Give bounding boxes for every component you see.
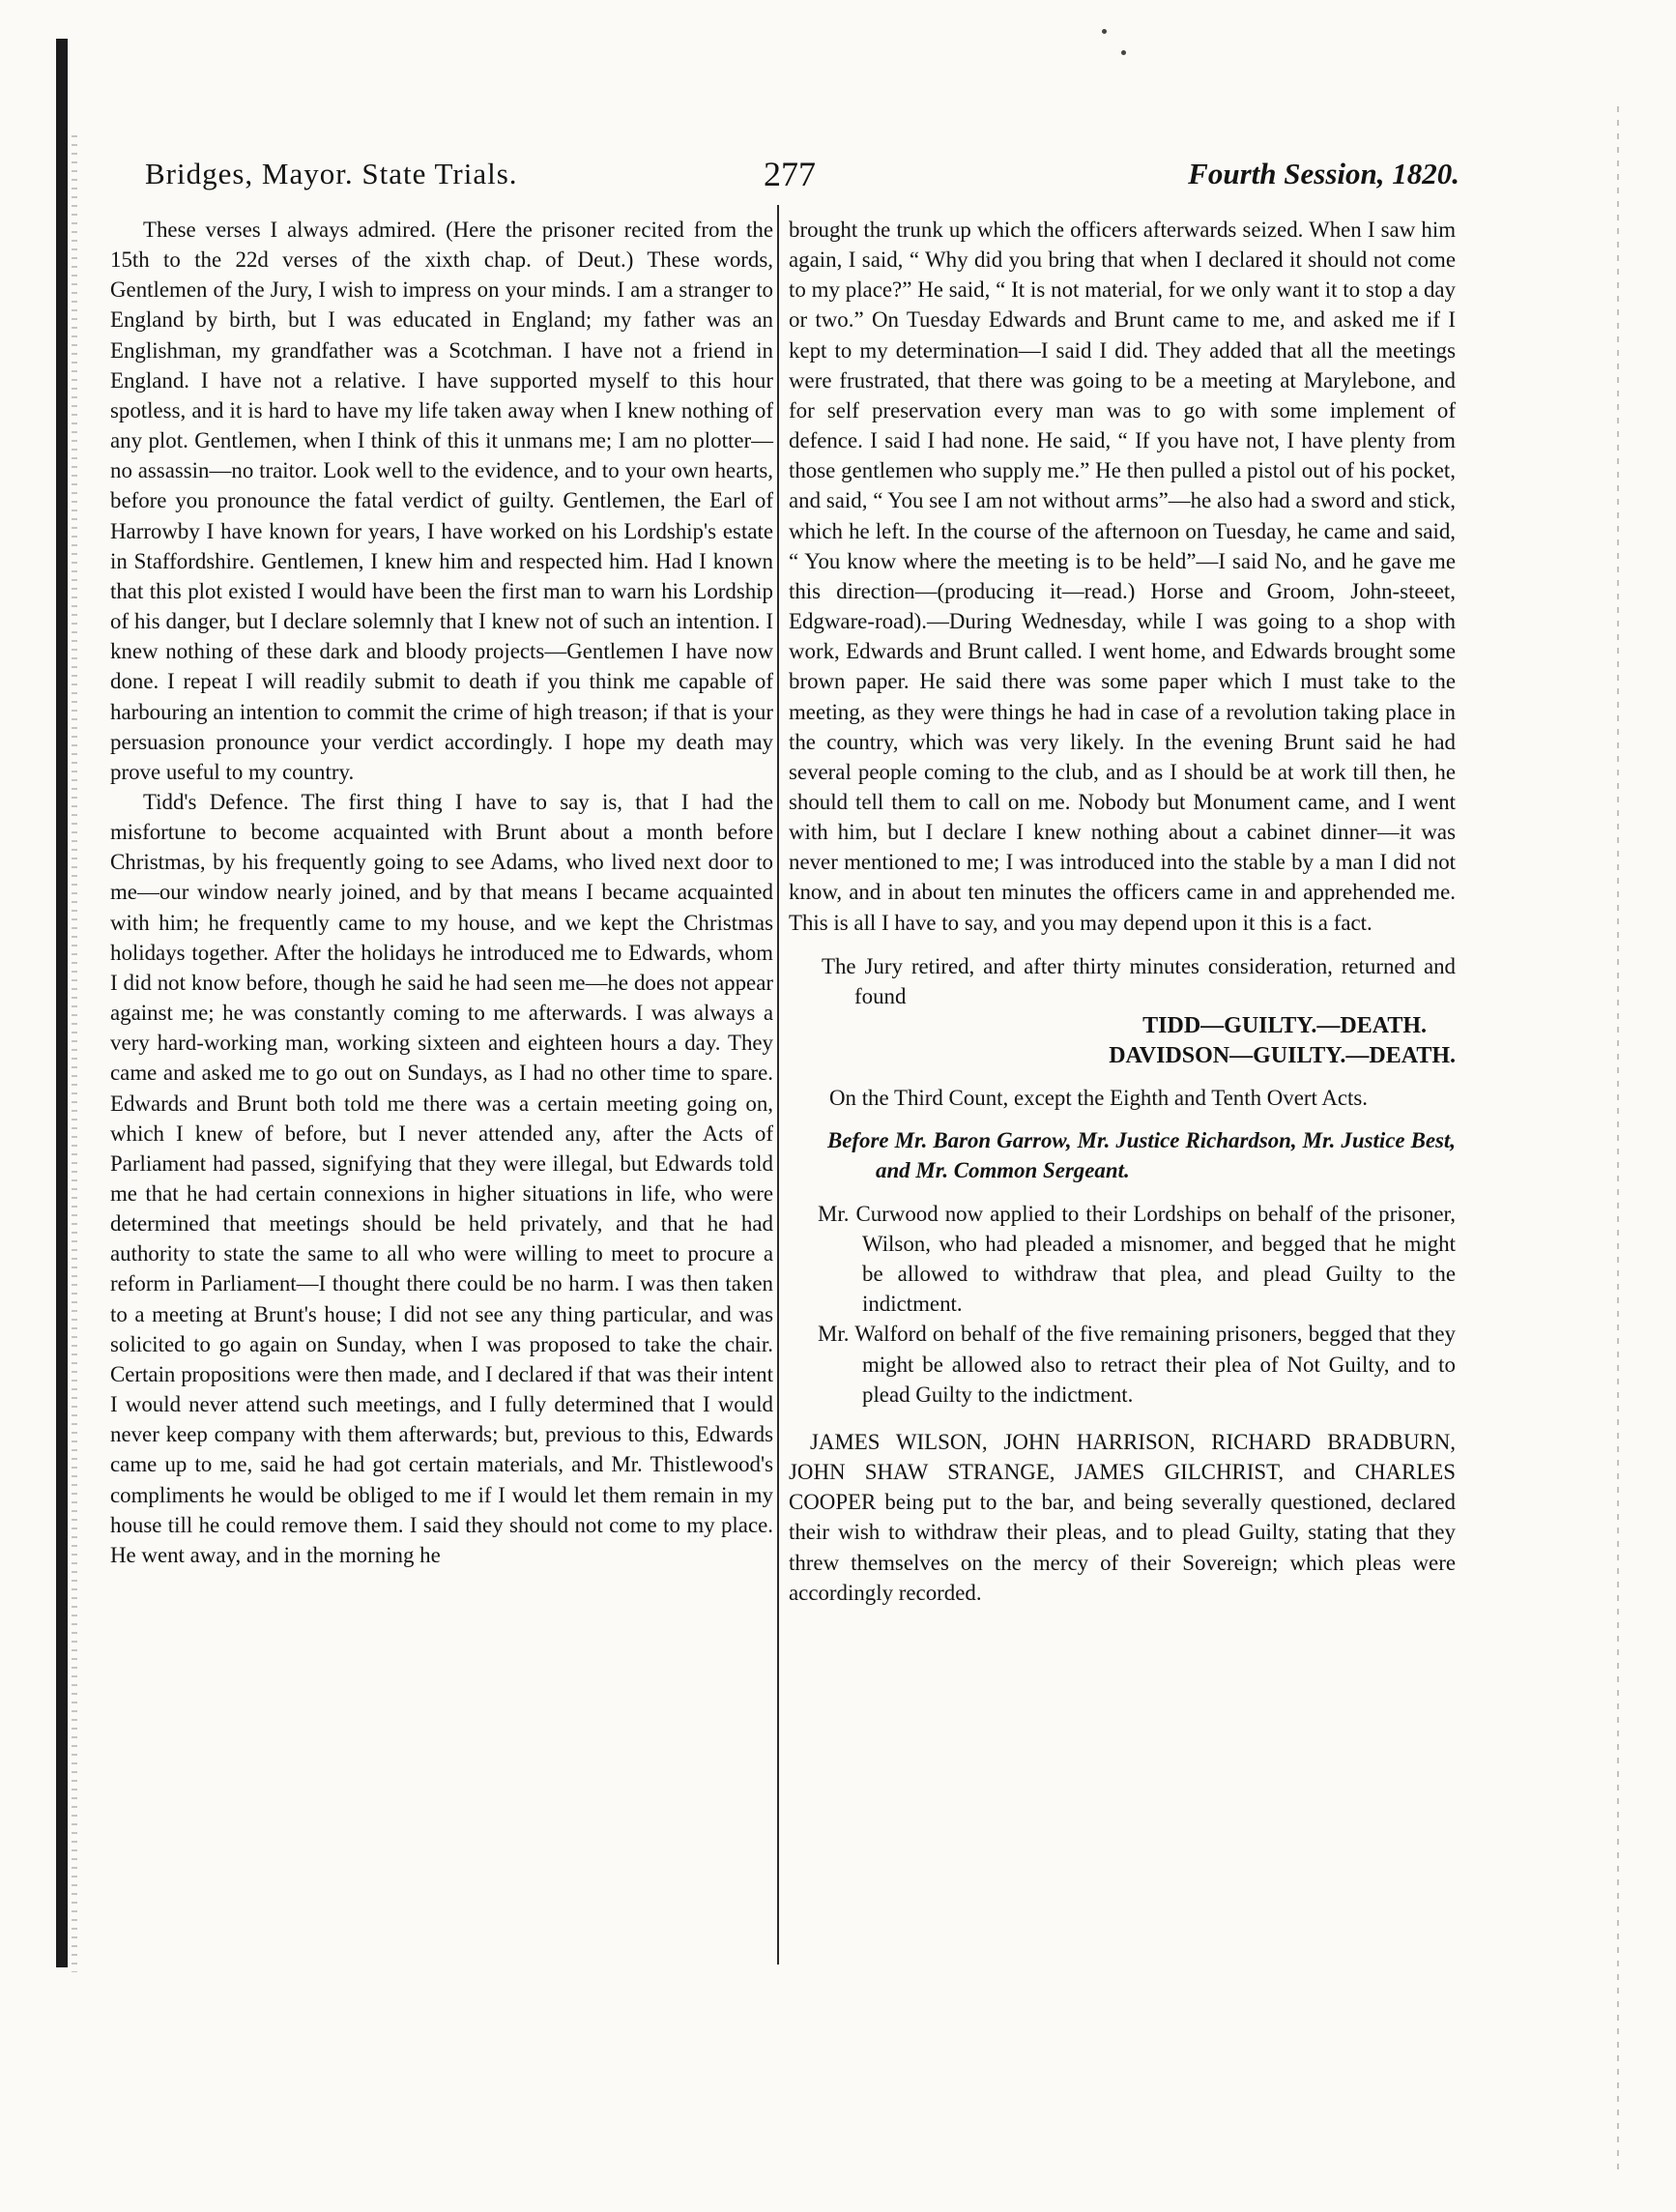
verdict-davidson: DAVIDSON—GUILTY.—DEATH. xyxy=(1109,1043,1456,1069)
prisoner-speech: These verses I always admired. (Here the prisoner recited from the 15th to the 22d verses of the xixth chap. of Deut.) These words, Gentlemen of the Jury, I wish to impress on your minds. I am a stranger to England by birth, but I was educated in England; my father was an Englishman, my grandfather was a Scotchman. I have not a friend in England. I have not a relative. I have supported myself to this hour spotless, and it is hard to have my life taken away when I knew nothing of any plot. Gentlemen, when I think of this it unmans me; I am no plotter—no assassin—no traitor. Look well to the evidence, and to your own hearts, before you pronounce the fatal verdict of guilty. Gentlemen, the Earl of Harrowby I have known for years, I have worked on his Lordship's estate in Staffordshire. Gentlemen, I knew him and respected him. Had I known that this plot existed I would have been the first man to warn his Lordship of his danger, but I declare solemnly that I knew not of such an intention. I knew nothing of these dark and bloody projects—Gentlemen I have now done. I repeat I will readily submit to death if you think me capable of harbouring an intention to commit the crime of high treason; if that is your persuasion pronounce your verdict accordingly. I hope my death may prove useful to my country. xyxy=(110,218,773,784)
scan-speck xyxy=(1102,29,1107,34)
scan-speck xyxy=(1121,50,1126,55)
curwood-application: Mr. Curwood now applied to their Lordships on behalf of the prisoner, Wilson, who had pleaded a misnomer, and begged that he might be allowed to withdraw that plea, and plead Guilty to the indictment. xyxy=(818,1201,1456,1317)
jury-verdict-intro: The Jury retired, and after thirty minutes consideration, returned and found xyxy=(822,953,1456,1008)
page-right-edge xyxy=(1617,106,1619,2175)
pleas-recorded: JAMES WILSON, JOHN HARRISON, RICHARD BRADBURN, JOHN SHAW STRANGE, JAMES GILCHRIST, and CHARLES COOPER being put to the bar, and being severally questioned, declared their wish to withdraw their pleas, and to plead Guilty, stating that they threw themselves on the mercy of their Sovereign; which pleas were accordingly recorded. xyxy=(789,1429,1456,1605)
walford-application: Mr. Walford on behalf of the five remaining prisoners, begged that they might be allowed also to retract their plea of Not Guilty, and to plead Guilty to the indictment. xyxy=(818,1322,1456,1407)
tidd-defence: Tidd's Defence. The first thing I have to say is, that I had the misfortune to become acquainted with Brunt about a month before Christmas, by his frequently going to see Adams, who lived next door to me—our window nearly joined, and by that means I became acquainted with him; he frequently came to my house, and we kept the Christmas holidays together. After the holidays he introduced me to Edwards, whom I did not know before, though he said he had seen me—he does not appear against me; he was constantly coming to me afterwards. I was always a very hard-working man, working sixteen and eighteen hours a day. They came and asked me to go out on Sundays, as I had no other time to spare. Edwards and Brunt both told me there was a certain meeting going on, which I knew of before, but I never attended any, after the Acts of Parliament had passed, signifying that they were illegal, but Edwards told me that he had certain connexions in higher situations in life, who were determined that meetings should be held privately, and that he had authority to state the same to all who were willing to meet to procure a reform in Parliament—I thought there could be no harm. I was then taken to a meeting at Brunt's house; I did not see any thing particular, and was solicited to go again on Sunday, when I was proposed to take the chair. Certain propositions were then made, and I declared if that was their intent I would never attend such meetings, and I fully determined that I would never keep company with them afterwards; but, previous to this, Edwards came up to me, said he had got certain materials, and Mr. Thistlewood's compliments he would be obliged to me if I would let them remain in my house till he could remove them. I said they should not come to my place. He went away, and in the morning he xyxy=(110,789,773,1567)
binding-speckle xyxy=(72,135,77,1972)
column-divider xyxy=(777,205,779,1965)
running-header xyxy=(145,157,1459,201)
right-column xyxy=(789,215,1456,1608)
header-right: Fourth Session, 1820. xyxy=(1188,157,1459,190)
verdict-tidd: TIDD—GUILTY.—DEATH. xyxy=(1142,1013,1427,1039)
judges-line: Before Mr. Baron Garrow, Mr. Justice Richardson, Mr. Justice Best, and Mr. Common Sergeant. xyxy=(827,1127,1456,1182)
count-note: On the Third Count, except the Eighth and Tenth Overt Acts. xyxy=(829,1086,1368,1111)
binding-edge xyxy=(56,39,68,1967)
page-number: 277 xyxy=(764,155,816,193)
tidd-defence-continued: brought the trunk up which the officers afterwards seized. When I saw him again, I said, “ Why did you bring that when I declared it should not come to my place?” He said, “ It is not material, for we only want it to stop a day or two.” On Tuesday Edwards and Brunt came to me, and asked me if I kept to my determination—I said I did. They added that all the meetings were frustrated, that there was going to be a meeting at Marylebone, and for self preservation every man was to go with some implement of defence. I said I had none. He said, “ If you have not, I have plenty from those gentlemen who supply me.” He then pulled a pistol out of his pocket, and said, “ You see I am not without arms”—he also had a sword and stick, which he left. In the course of the afternoon on Tuesday, he came and said, “ You know where the meeting is to be held”—I said No, and he gave me this direction—(producing it—read.) Horse and Groom, John-steeet, Edgware-road).—During Wednesday, while I was going to a shop with work, Edwards and Brunt called. I went home, and Edwards brought some brown paper. He said there was some paper which I must take to the meeting, as they were things he had in case of a revolution taking place in the country, which was very likely. In the evening Brunt said he had several people coming to the club, and as I should be at work till then, he should tell them to call on me. Nobody but Monument came, and I went with him, but I declare I knew nothing about a cabinet dinner—it was never mentioned to me; I was introduced into the stable by a man I did not know, and in about ten minutes the officers came in and apprehended me. This is all I have to say, and you may depend upon it this is a fact. xyxy=(789,218,1456,935)
left-column xyxy=(110,215,773,1570)
header-left: Bridges, Mayor. State Trials. xyxy=(145,157,518,190)
